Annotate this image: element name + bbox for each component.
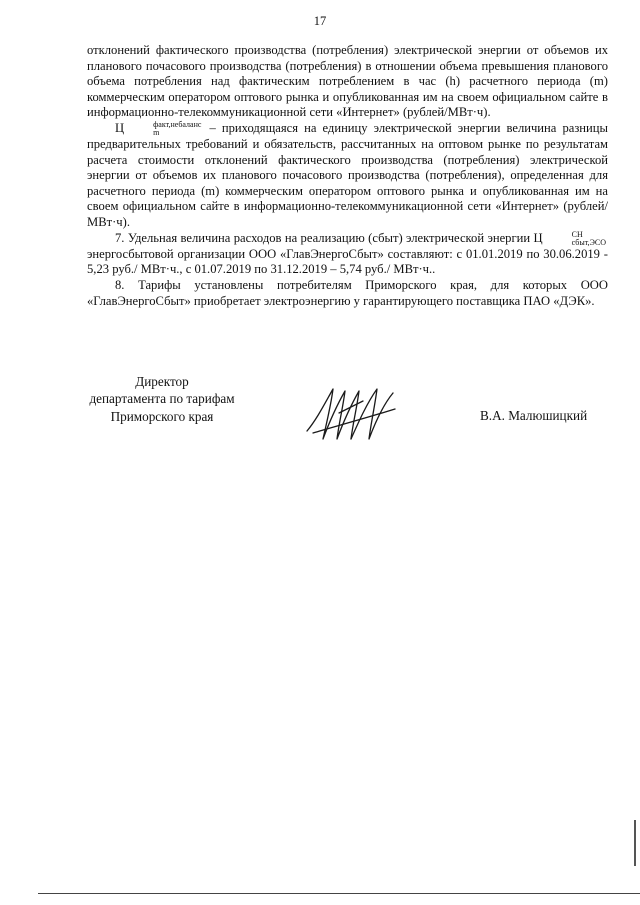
signatory-title [62, 373, 262, 425]
paragraph-continuation: отклонений фактического производства (потребления) электрической энергии от объемов их планового почасового производства (потребления) в отношении объема превышения планового объема потребления над фактическим потреблением в час (h) расчетного периода (m) коммерческим оператором оптового рынка и опубликованная им на своем официальном сайте в информационно-телекоммуникационной сети «Интернет» (рублей/МВт·ч). [87, 43, 608, 120]
item-7-values: энергосбытовой организации ООО «ГлавЭнергоСбыт» составляют: с 01.01.2019 по 30.06.2019 - 5,23 руб./ МВт·ч., с 01.07.2019 по 31.12.2019 – 5,74 руб./ МВт·ч.. [87, 246, 608, 277]
scan-bottom-edge [38, 893, 640, 894]
formula-superscript: СН [571, 229, 583, 239]
formula-symbol: Ц [533, 230, 543, 245]
paragraph-item-7 [87, 231, 608, 278]
formula-indices [125, 121, 201, 137]
formula-superscript: факт,небаланс [153, 120, 202, 130]
document-body [87, 43, 608, 309]
formula-symbol: Ц [115, 120, 125, 135]
formula-indices [544, 231, 606, 247]
formula-subscript: сбыт,ЭСО [571, 237, 606, 247]
paragraph-item-8: 8. Тарифы установлены потребителям Приморского края, для которых ООО «ГлавЭнергоСбыт» приобретает электроэнергию у гарантирующего поставщика ПАО «ДЭК». [87, 277, 608, 308]
page-number: 17 [313, 14, 327, 28]
signatory-title-line: Директор [135, 374, 189, 389]
handwritten-signature [303, 383, 399, 443]
signatory-title-line: Приморского края [110, 408, 214, 424]
item-7-text: 7. Удельная величина расходов на реализацию (сбыт) электрической энергии [115, 230, 534, 245]
signatory-name: В.А. Малюшицкий [480, 408, 588, 423]
scan-edge-mark [634, 820, 636, 866]
signatory-title-line: департамента по тарифам [89, 391, 235, 407]
definition-text: – приходящаяся на единицу электрической энергии величина разницы предварительных требований и обязательств, рассчитанных на оптовом рынке по результатам расчета стоимости отклонений фактического производства (потребления) электрической энергии от объемов их планового почасового производства (потребления), определенная для расчетного периода (m) коммерческим оператором оптового рынка и опубликованная им на своем официальном сайте в информационно-телекоммуникационной сети «Интернет» (рублей/МВт·ч). [87, 120, 608, 230]
paragraph-fact-imbalance-definition [87, 121, 608, 231]
formula-subscript: m [153, 128, 160, 138]
